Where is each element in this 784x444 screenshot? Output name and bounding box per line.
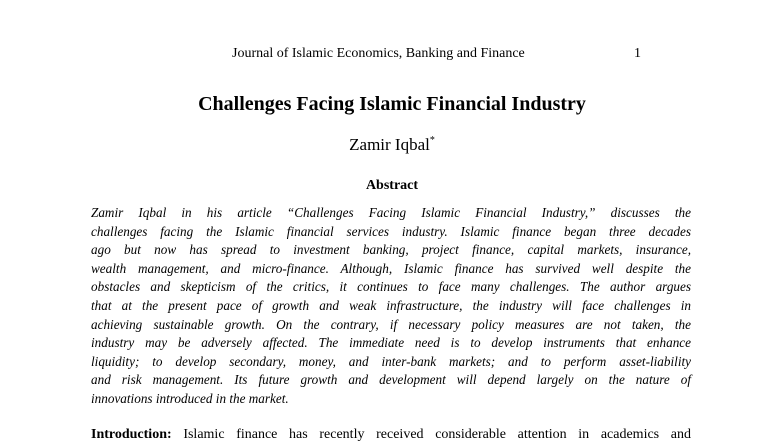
abstract-line: challenges facing the Islamic financial services industry. Islamic finance began three decades [91, 223, 691, 239]
page-number: 1 [634, 46, 641, 61]
abstract-line: industry may be adversely affected. The immediate need is to develop instruments that enhance [91, 335, 691, 351]
abstract-line: obstacles and skepticism of the critics, it continues to face many challenges. The author argues [91, 279, 691, 295]
abstract-line: and risk management. Its future growth and development will depend largely on the nature of [91, 372, 691, 388]
abstract-line: liquidity; to develop secondary, money, and inter-bank markets; and to perform asset-liability [91, 353, 691, 369]
introduction-paragraph [91, 426, 691, 444]
abstract-line: ago but now has spread to investment banking, project finance, capital markets, insurance, [91, 242, 691, 258]
abstract-line: that at the present pace of growth and weak infrastructure, the industry will face challenges in [91, 297, 691, 313]
author-footnote-mark: * [429, 135, 435, 146]
author-line [0, 135, 784, 155]
journal-name: Journal of Islamic Economics, Banking and Finance [232, 46, 525, 61]
introduction-text: Islamic finance has recently received considerable attention in academics and [171, 427, 691, 442]
abstract-line: wealth management, and micro-finance. Although, Islamic finance has survived well despite the [91, 260, 691, 276]
introduction-label: Introduction: [91, 427, 172, 442]
author-name: Zamir Iqbal [349, 135, 430, 154]
abstract-body [91, 204, 691, 409]
abstract-line: innovations introduced in the market. [91, 390, 289, 406]
paper-title: Challenges Facing Islamic Financial Industry [198, 93, 586, 115]
abstract-line: Zamir Iqbal in his article “Challenges Facing Islamic Financial Industry,” discusses the [91, 205, 691, 220]
abstract-heading: Abstract [365, 178, 419, 193]
abstract-line: achieving sustainable growth. On the contrary, if necessary policy measures are not taken, the [91, 316, 691, 332]
